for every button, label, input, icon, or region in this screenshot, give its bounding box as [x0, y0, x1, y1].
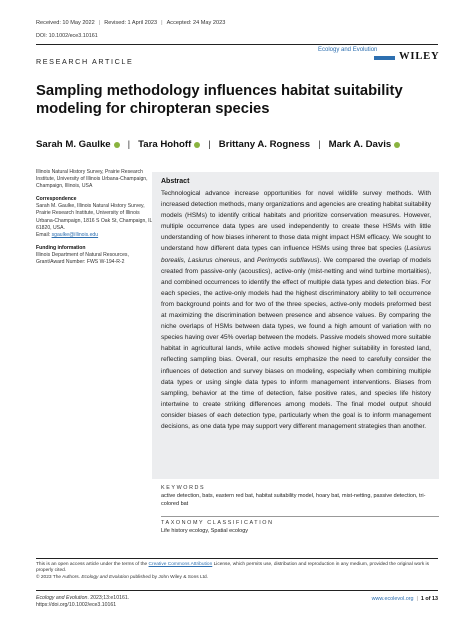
- author-name[interactable]: Mark A. Davis: [328, 139, 392, 150]
- author-separator: |: [318, 139, 321, 150]
- orcid-icon[interactable]: [114, 142, 120, 148]
- journal-name[interactable]: Ecology and Evolution: [318, 47, 378, 53]
- taxonomy-text: Life history ecology, Spatial ecology: [161, 528, 249, 535]
- affiliation: Illinois Natural History Survey, Prairie Research Institute, University of Illinois Urbana-Champaign, Champaign, Illinois, USA: [36, 169, 148, 190]
- citation-line: [36, 595, 129, 602]
- website-link[interactable]: www.ecolevol.org: [371, 596, 414, 602]
- license-text: This is an open access article under the terms of the: [36, 562, 149, 567]
- abstract-part: , and: [239, 256, 258, 264]
- keywords-text: active detection, bats, eastern red bat, habitat suitability model, hoary bat, mist-netting, passive detection, tri-colored bat: [161, 493, 426, 507]
- citation-volume: . 2023;13:e10161.: [87, 595, 130, 601]
- abstract-box: [152, 172, 439, 479]
- copyright-line: [36, 575, 440, 581]
- correspondence-heading: Correspondence: [36, 196, 77, 203]
- accepted-date: Accepted: 24 May 2023: [166, 20, 226, 26]
- author-name[interactable]: Sarah M. Gaulke: [36, 139, 111, 150]
- copyright-text: © 2023 The Authors.: [36, 574, 82, 580]
- copyright-text: published by John Wiley & Sons Ltd.: [128, 574, 208, 580]
- article-dates: [36, 20, 225, 26]
- abstract-heading: Abstract: [161, 178, 190, 185]
- license-link[interactable]: Creative Commons Attribution: [148, 562, 213, 567]
- funding-block: [36, 245, 154, 266]
- author-separator: |: [208, 139, 211, 150]
- funding-heading: Funding information: [36, 244, 86, 251]
- author-list: [36, 139, 456, 150]
- footer-divider: [36, 558, 438, 559]
- email-link[interactable]: sgaulke@illinois.edu: [51, 231, 99, 238]
- taxonomy-section: [161, 520, 441, 536]
- citation-doi-link[interactable]: https://doi.org/10.1002/ece3.10161: [36, 602, 117, 608]
- page-info: [372, 596, 438, 602]
- received-date: Received: 10 May 2022: [36, 20, 95, 26]
- keywords-label: KEYWORDS: [161, 485, 206, 491]
- author-name[interactable]: Tara Hohoff: [138, 139, 192, 150]
- author-name[interactable]: Brittany A. Rogness: [218, 139, 311, 150]
- species-name: Lasiurus borealis, Lasiurus cinereus: [161, 245, 431, 264]
- header-divider: [36, 44, 438, 45]
- funding-text: Illinois Department of Natural Resources, Grant/Award Number: FWS W-194-R-2: [36, 251, 129, 266]
- keywords-section: [161, 485, 441, 508]
- taxonomy-label: TAXONOMY CLASSIFICATION: [161, 520, 274, 526]
- date-separator: |: [161, 20, 163, 26]
- revised-date: Revised: 1 April 2023: [104, 20, 158, 26]
- page-title: Sampling methodology influences habitat suitability modeling for chiropteran species: [36, 83, 403, 117]
- author-separator: |: [127, 139, 131, 150]
- orcid-icon[interactable]: [394, 142, 400, 148]
- citation-journal: Ecology and Evolution: [36, 595, 88, 601]
- email-line: [36, 232, 154, 239]
- copyright-journal: Ecology and Evolution: [81, 574, 129, 580]
- species-name: Perimyotis subflavus: [257, 256, 318, 264]
- correspondence-text: Sarah M. Gaulke, Illinois Natural History Survey, Prairie Research Institute, University of Illinois Urbana-Champaign, 1816 S Oak St, Champaign, IL 61820, USA.: [36, 203, 153, 231]
- correspondence-block: [36, 196, 154, 239]
- abstract-text: [161, 188, 431, 432]
- page-separator: |: [416, 596, 418, 602]
- license-notice: [36, 562, 440, 581]
- page-number: 1 of 13: [420, 596, 438, 602]
- abstract-part: ). We compared the overlap of models created from passive-only (acoustics), active-only (mist-netting and wind turbine mortalities), and combined occurrences to identify the effect of multiple data types and detection bias. For each species, the active-only models had the highest discriminatory ability to tell occurrence from background points and for two of the three species, active-only models preformed best at maximizing the discrimination between presence and absence values. By comparing the niche overlaps of HSMs between data types, we found a high amount of variation with no species having over 45% overlap between the models. Passive models showed more suitable habitat in agricultural lands, while active models showed higher suitability in forested land, reflecting sampling bias. Overall, our results emphasize the need to carefully consider the influences of detection and survey biases on modeling, especially when combining multiple data types or using single data types to inform management interventions. Biases from sampling, behavior at the time of detection, false positive rates, and species life history intertwine to create striking differences among models. The final model output should consider biases of each detection type, particularly when the goal is to inform management decisions, as one data type may support very different management strategies than another.: [161, 256, 431, 430]
- license-line: [36, 562, 440, 575]
- email-label: Email:: [36, 231, 52, 238]
- bottom-divider: [36, 590, 438, 591]
- keywords-divider: [161, 516, 439, 517]
- article-type: RESEARCH ARTICLE: [36, 57, 134, 66]
- publisher-logo[interactable]: WILEY: [399, 51, 440, 62]
- orcid-icon[interactable]: [194, 142, 200, 148]
- sidebar-info: [36, 169, 154, 272]
- abstract-part: Technological advance increase opportunities for novel wildlife survey methods. With increased detection methods, many organizations and agencies are creating habitat suitability models (HSMs) to identify critical habitats and prioritize conservation measures. However, multiple occurrence data types are used independently to create these HSMs with little understanding of how biases inherent to those data might impact HSM efficacy. We sought to understand how different data types can influence HSMs using three bat species (: [161, 190, 431, 253]
- citation: [36, 595, 129, 609]
- date-separator: |: [98, 20, 101, 26]
- open-access-icon: [374, 56, 395, 60]
- license-text: License, which permits use, distribution and reproduction in any medium, provided the original work is properly cited.: [36, 562, 430, 574]
- doi: DOI: 10.1002/ece3.10161: [36, 33, 98, 39]
